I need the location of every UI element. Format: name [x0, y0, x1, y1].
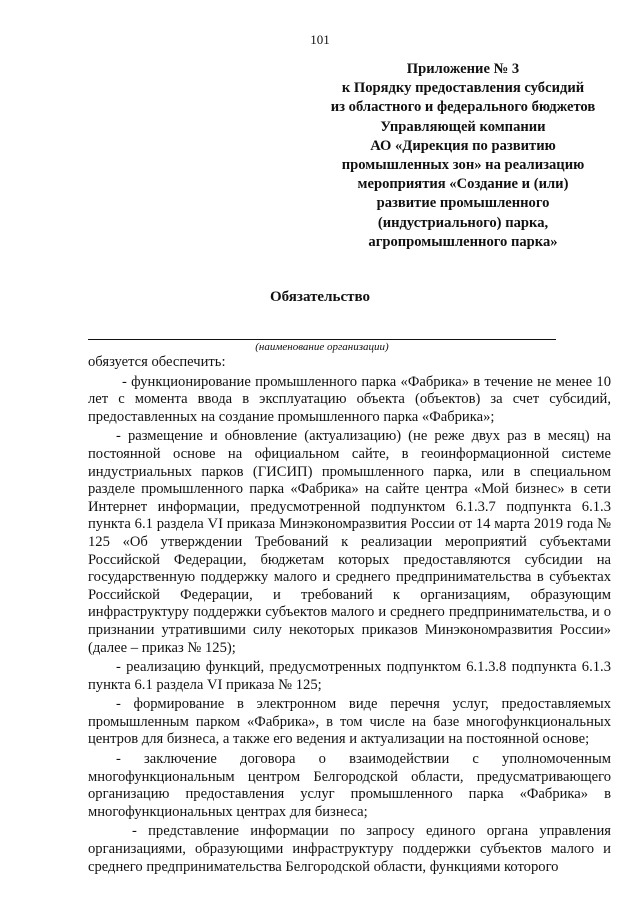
obligation-item: - реализацию функций, предусмотренных подпунктом 6.1.3.8 подпункта 6.1.3 пункта 6.1 раздела VI приказа № 125;: [88, 659, 611, 693]
appendix-line: (индустриального) парка,: [377, 214, 549, 231]
appendix-line: АО «Дирекция по развитию: [370, 137, 556, 154]
appendix-line: из областного и федерального бюджетов: [330, 99, 596, 116]
obligation-item: - заключение договора о взаимодействии с уполномоченным многофункциональным центром Белгородской области, предусматривающего организацию предоставления услуг промышленного парка «Фабрика» в многофункциональных центрах для бизнеса;: [88, 751, 611, 820]
appendix-line: к Порядку предоставления субсидий: [341, 80, 585, 97]
intro-text: обязуется обеспечить:: [88, 354, 226, 370]
obligation-item: - функционирование промышленного парка «Фабрика» в течение не менее 10 лет с момента ввода в эксплуатацию объекта (объектов) за счет субсидий, предоставленных на создание промышленного парка «Фабрика»;: [88, 373, 611, 425]
organization-caption: (наименование организации): [255, 341, 389, 353]
obligation-item: - формирование в электронном виде перечня услуг, предоставляемых промышленным парком «Фабрика», в том числе на базе многофункциональных центров для бизнеса, а также его ведения и актуализации на постоянной основе;: [88, 696, 611, 748]
obligation-item: - размещение и обновление (актуализацию) (не реже двух раз в месяц) на постоянной основе на официальном сайте, в геоинформационной системе индустриальных парков (ГИСИП) промышленного парка, или в специальном разделе промышленного парка «Фабрика» на сайте центра «Мой бизнес» в сети Интернет информации, предусмотренной подпунктом 6.1.3.7 подпункта 6.1.3 пункта 6.1 раздела VI приказа Минэкономразвития России от 14 марта 2019 года № 125 «Об утверждении Требований к реализации мероприятий субъектами Российской Федерации, бюджетам которых предоставляются субсидии на государственную поддержку малого и среднего предпринимательства в субъектах Российской Федерации, и требований к организациям, образующим инфраструктуру поддержки субъектов малого и среднего предпринимательства, и о признании утратившими силу некоторых приказов Минэкономразвития России» (далее – приказ № 125);: [88, 428, 611, 656]
document-body: [88, 354, 611, 878]
document-title: Обязательство: [270, 289, 370, 305]
appendix-line: промышленных зон» на реализацию: [341, 157, 585, 174]
appendix-line: развитие промышленного: [376, 195, 550, 212]
appendix-line: Управляющей компании: [380, 118, 546, 135]
obligation-item: - представление информации по запросу единого органа управления организациями, образующими инфраструктуру поддержки субъектов малого и среднего предпринимательства Белгородской области, функциями которого: [88, 823, 611, 875]
appendix-line: агропромышленного парка»: [368, 233, 558, 250]
page-number: 101: [310, 32, 330, 47]
organization-name-line: [88, 339, 556, 340]
appendix-line: Приложение № 3: [406, 61, 520, 77]
appendix-line: мероприятия «Создание и (или): [357, 176, 569, 193]
appendix-header: [318, 60, 608, 252]
